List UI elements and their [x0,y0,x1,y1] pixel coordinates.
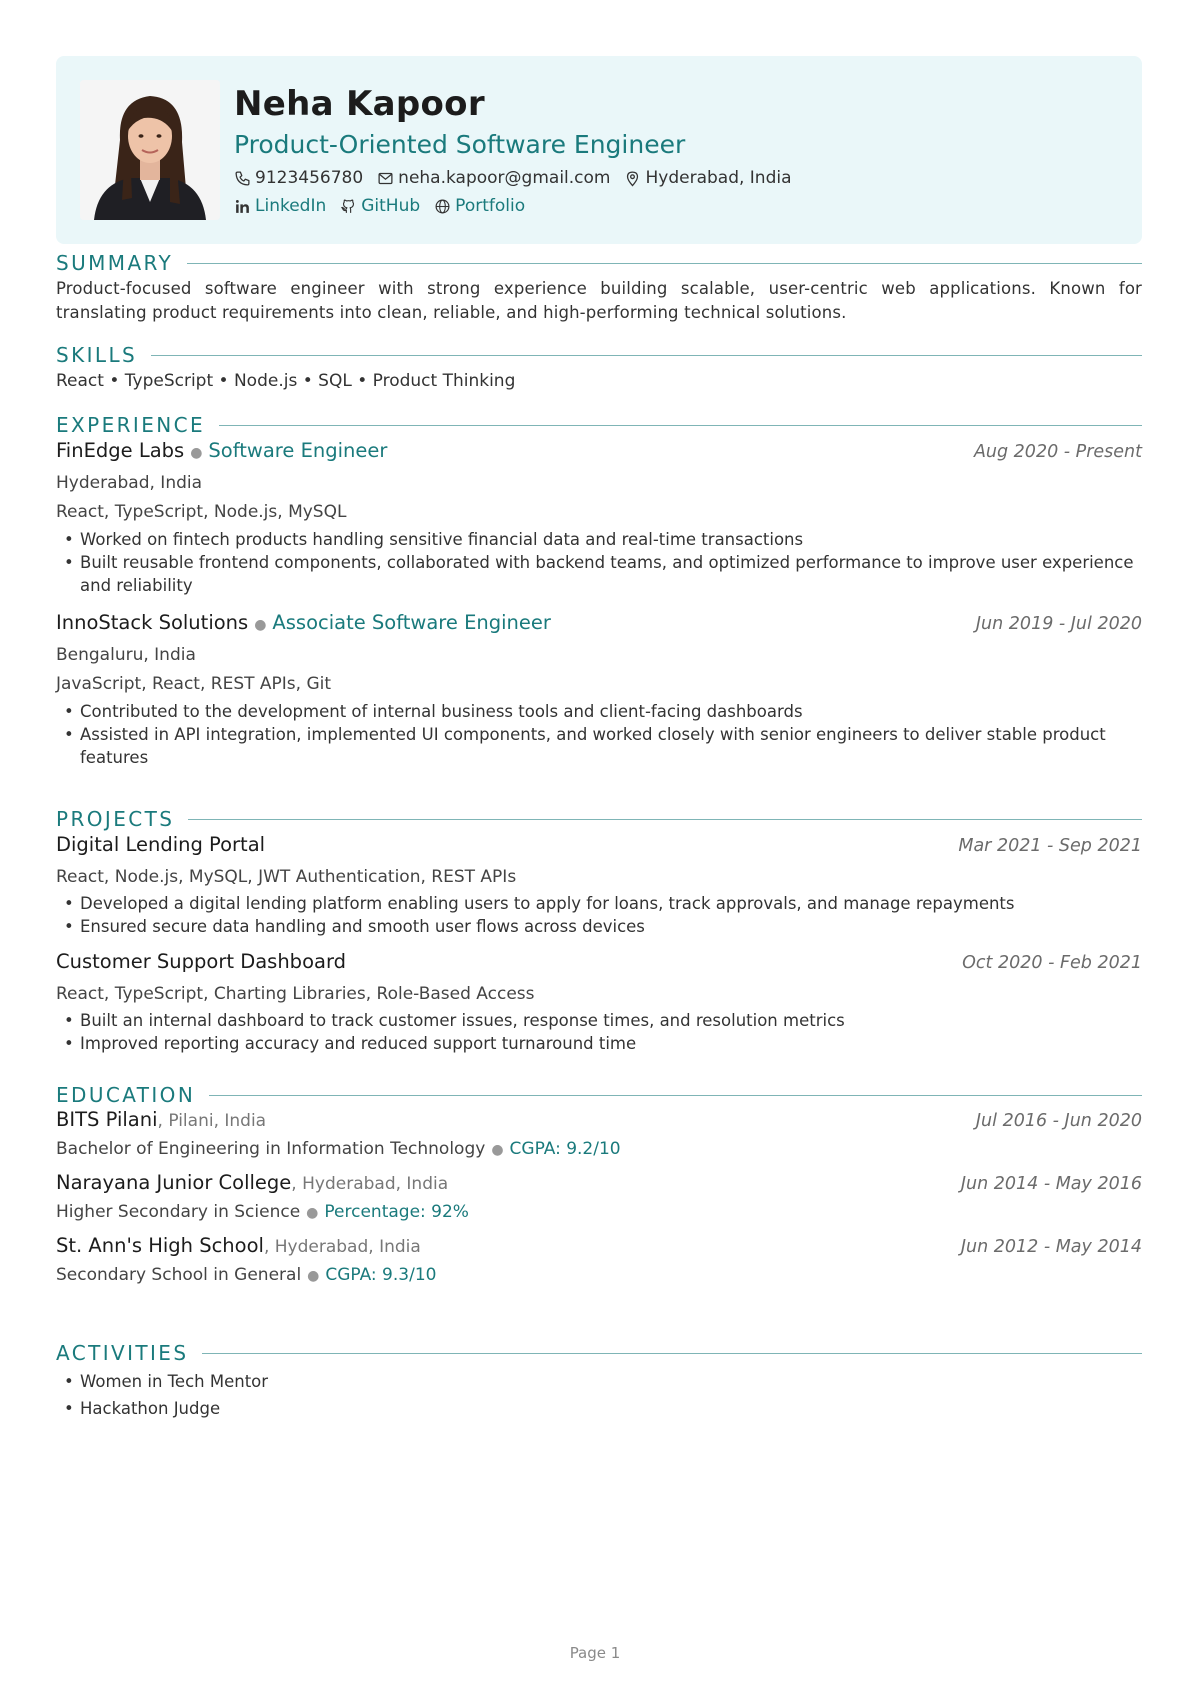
project-tech: React, TypeScript, Charting Libraries, Role-Based Access [56,984,535,1004]
separator-dot: ● [254,617,267,633]
resume-page [56,56,1142,1418]
separator-dot: ● [190,445,203,461]
experience-entry [56,611,1142,769]
job-role: Associate Software Engineer [272,611,551,634]
experience-entry [56,439,1142,597]
links-row [234,194,1122,218]
degree-name: Secondary School in General [56,1265,302,1285]
separator-dot: ● [306,1205,319,1221]
portfolio-link[interactable] [434,194,525,218]
header-card [56,56,1142,244]
activities-section [56,1340,1142,1422]
section-divider [151,355,1142,356]
education-entry [56,1234,1142,1289]
linkedin-icon [234,198,251,215]
skills-heading: SKILLS [56,343,138,367]
candidate-name: Neha Kapoor [234,84,485,124]
score: CGPA: 9.3/10 [325,1265,437,1285]
education-heading: EDUCATION [56,1083,196,1107]
globe-icon [434,198,451,215]
contact-row [234,166,1122,190]
project-name: Digital Lending Portal [56,833,266,856]
projects-section [56,806,1142,1055]
bullet-item: • Built reusable frontend components, collaborated with backend teams, and optimized performance to improve user experience and reliability [56,551,1142,597]
degree-name: Higher Secondary in Science [56,1202,301,1222]
job-bullets [56,528,1142,597]
summary-section [56,250,1142,325]
education-section [56,1082,1142,1289]
mail-icon [377,170,394,187]
activities-heading: ACTIVITIES [56,1341,189,1365]
bullet-item: • Improved reporting accuracy and reduced support turnaround time [56,1032,1142,1055]
bullet-item: • Assisted in API integration, implemented UI components, and worked closely with senior engineers to deliver stable product features [56,723,1142,769]
bullet-item: • Contributed to the development of internal business tools and client-facing dashboards [56,700,1142,723]
bullet-item: • Built an internal dashboard to track customer issues, response times, and resolution metrics [56,1009,1142,1032]
section-divider [202,1353,1142,1354]
job-role: Software Engineer [208,439,388,462]
education-dates: Jun 2012 - May 2014 [960,1237,1142,1257]
bullet-item: • Worked on fintech products handling sensitive financial data and real-time transactions [56,528,1142,551]
education-dates: Jun 2014 - May 2016 [960,1174,1142,1194]
section-divider [188,819,1142,820]
job-tech: React, TypeScript, Node.js, MySQL [56,502,347,522]
section-divider [219,425,1142,426]
location-text: Hyderabad, India [645,168,792,188]
email-address: neha.kapoor@gmail.com [398,168,611,188]
education-dates: Jul 2016 - Jun 2020 [975,1111,1142,1131]
linkedin-label: LinkedIn [255,196,327,216]
linkedin-link[interactable] [234,194,326,218]
email-contact[interactable] [377,166,610,190]
score: Percentage: 92% [324,1202,469,1222]
project-tech: React, Node.js, MySQL, JWT Authentication, REST APIs [56,867,517,887]
score: CGPA: 9.2/10 [509,1139,621,1159]
bullet-item: • Ensured secure data handling and smooth user flows across devices [56,915,1142,938]
separator-dot: ● [307,1268,320,1284]
job-tech: JavaScript, React, REST APIs, Git [56,674,332,694]
job-dates: Jun 2019 - Jul 2020 [975,614,1142,634]
experience-section [56,412,1142,769]
section-divider [209,1095,1142,1096]
degree-name: Bachelor of Engineering in Information Technology [56,1139,486,1159]
phone-icon [234,170,251,187]
profile-photo [80,80,220,220]
projects-heading: PROJECTS [56,807,175,831]
location-contact [624,166,791,190]
activity-item: • Women in Tech Mentor [56,1368,1142,1395]
candidate-title: Product-Oriented Software Engineer [234,130,686,159]
activity-item: • Hackathon Judge [56,1395,1142,1422]
job-location: Hyderabad, India [56,473,203,493]
project-entry [56,950,1142,1055]
map-pin-icon [624,170,641,187]
skills-list: React • TypeScript • Node.js • SQL • Product Thinking [56,371,516,391]
project-bullets [56,1009,1142,1055]
github-label: GitHub [361,196,421,216]
project-dates: Mar 2021 - Sep 2021 [958,836,1142,856]
profile-photo-illustration [80,80,220,220]
separator-dot: ● [491,1142,504,1158]
school-name: BITS Pilani [56,1108,158,1131]
project-bullets [56,892,1142,938]
school-location: , Hyderabad, India [291,1174,449,1194]
phone-number: 9123456780 [255,168,364,188]
school-name: Narayana Junior College [56,1171,292,1194]
school-name: St. Ann's High School [56,1234,264,1257]
project-dates: Oct 2020 - Feb 2021 [962,953,1142,973]
github-link[interactable] [340,194,420,218]
job-bullets [56,700,1142,769]
education-entry [56,1108,1142,1163]
page-number: Page 1 [569,1644,621,1662]
project-name: Customer Support Dashboard [56,950,346,973]
portfolio-label: Portfolio [455,196,526,216]
school-location: , Hyderabad, India [263,1237,421,1257]
github-icon [340,198,357,215]
activities-list [56,1368,1142,1422]
job-location: Bengaluru, India [56,645,196,665]
project-entry [56,833,1142,938]
skills-section [56,342,1142,394]
education-entry [56,1171,1142,1226]
bullet-item: • Developed a digital lending platform enabling users to apply for loans, track approvals, and manage repayments [56,892,1142,915]
summary-heading: SUMMARY [56,251,174,275]
summary-text: Product-focused software engineer with strong experience building scalable, user-centric web applications. Known for translating product requirements into clean, reliable, and high-performing technical solutions. [56,279,1142,322]
company-name: InnoStack Solutions [56,611,249,634]
section-divider [187,263,1142,264]
experience-heading: EXPERIENCE [56,413,206,437]
company-name: FinEdge Labs [56,439,185,462]
school-location: , Pilani, India [157,1111,267,1131]
job-dates: Aug 2020 - Present [973,442,1142,462]
phone-contact[interactable] [234,166,363,190]
